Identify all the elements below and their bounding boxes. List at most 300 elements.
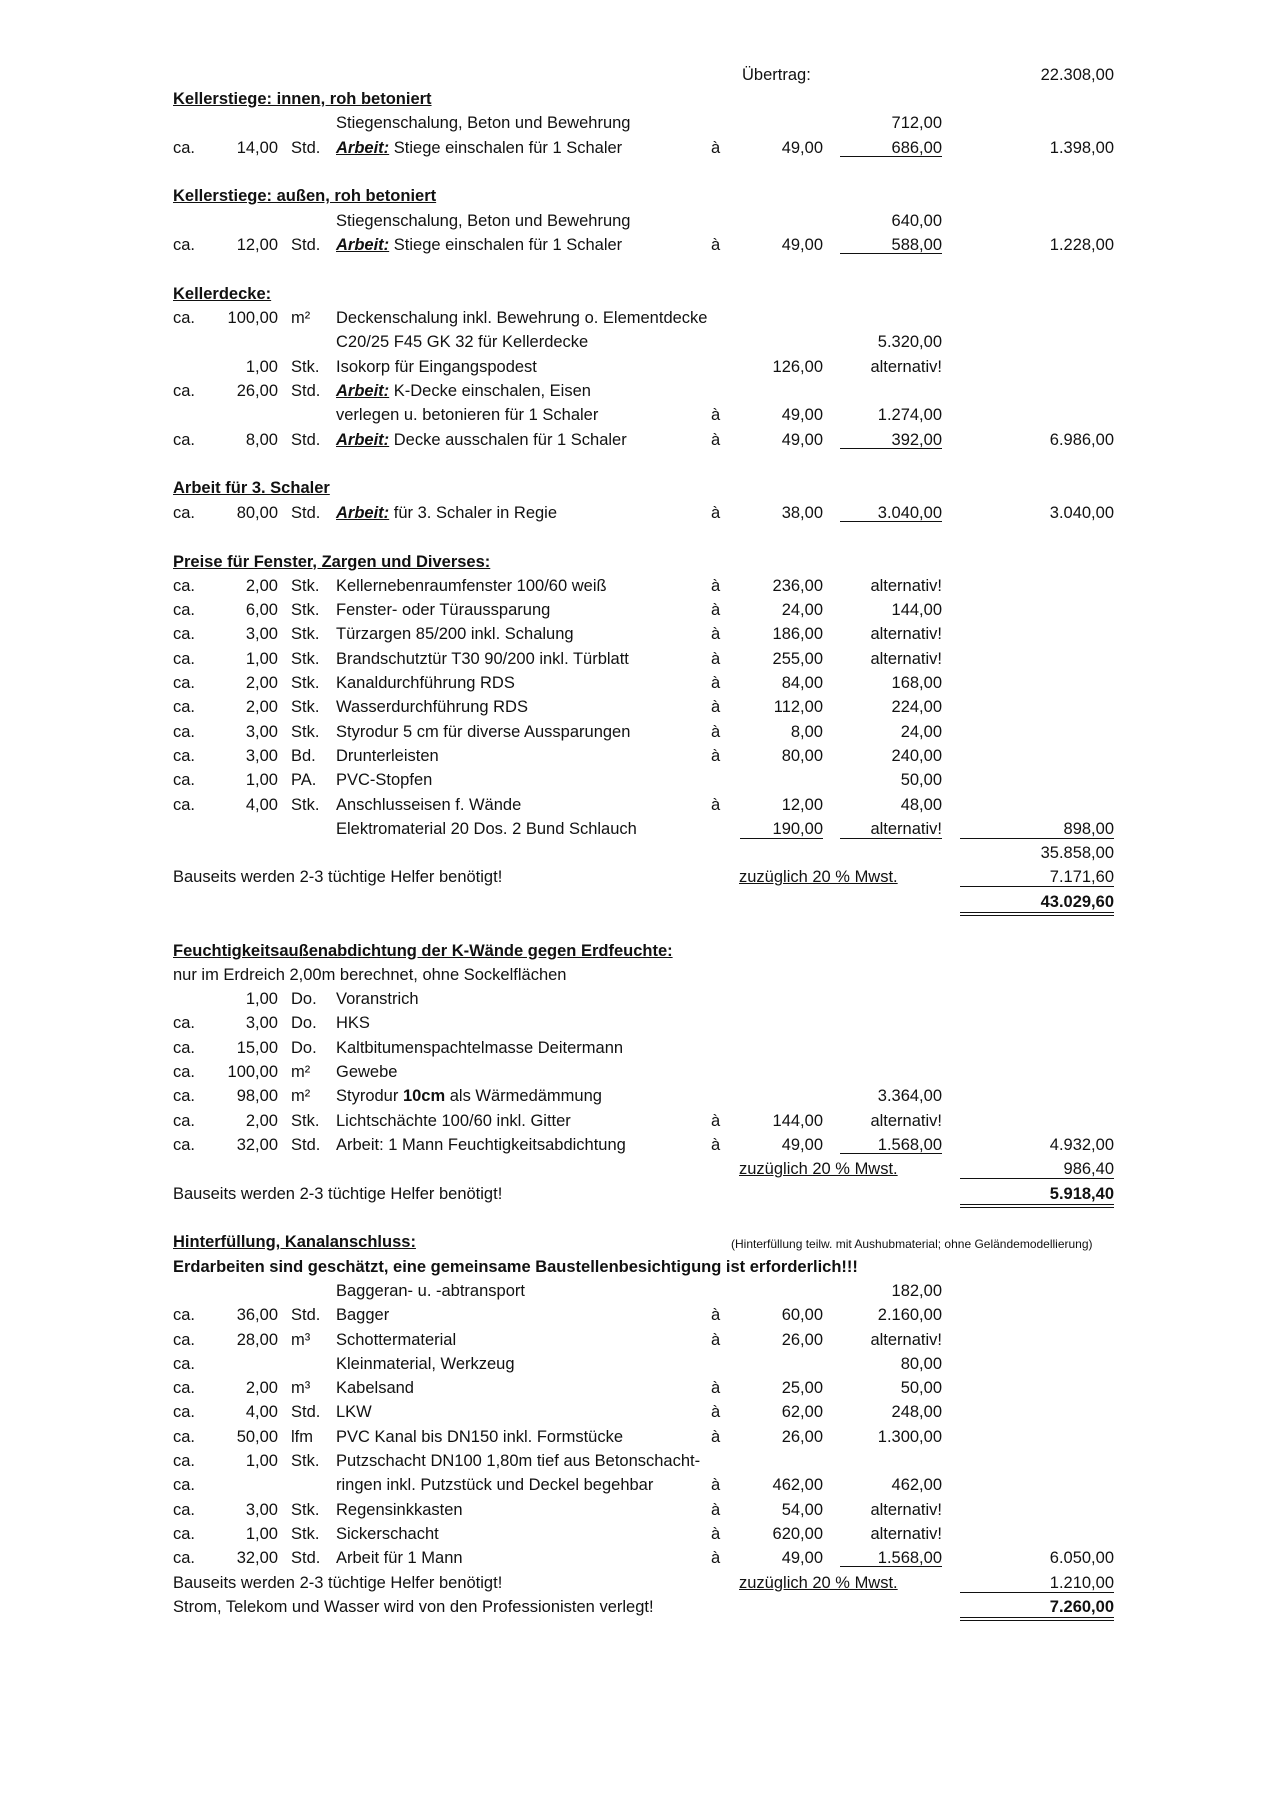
- unit: Std.: [291, 1403, 321, 1422]
- quantity: 3,00: [245, 1014, 278, 1033]
- unit-price: 54,00: [781, 1500, 823, 1519]
- quantity: 2,00: [245, 576, 278, 595]
- line-item-row: [0, 1281, 1280, 1305]
- double-underline-2: [960, 915, 1114, 916]
- description-text: Lichtschächte 100/60 inkl. Gitter: [336, 1111, 571, 1130]
- unit-price: 49,00: [781, 430, 823, 449]
- approx-label: ca.: [173, 649, 196, 668]
- line-item-row: [0, 332, 1280, 356]
- approx-label: ca.: [173, 698, 196, 717]
- section-heading: [0, 552, 1280, 576]
- line-item-row: [0, 1354, 1280, 1378]
- line-amount: alternativ!: [870, 649, 942, 668]
- line-item-row: [0, 381, 1280, 405]
- line-item-row: [0, 1062, 1280, 1086]
- description-text: Schottermaterial: [336, 1330, 457, 1349]
- description-label: Arbeit:: [336, 138, 390, 157]
- quantity: 3,00: [245, 722, 278, 741]
- per-unit-sign: à: [711, 576, 721, 595]
- line-item-row: [0, 770, 1280, 794]
- vat-label: zuzüglich 20 % Mwst.: [739, 1160, 898, 1179]
- description-text: Drunterleisten: [336, 746, 439, 765]
- line-item-row: [0, 1111, 1280, 1135]
- unit: Stk.: [291, 1524, 320, 1543]
- quantity: 1,00: [245, 357, 278, 376]
- description-text: Bagger: [336, 1306, 390, 1325]
- quantity: 2,00: [245, 698, 278, 717]
- per-unit-sign: à: [711, 698, 721, 717]
- description: [336, 113, 630, 133]
- description: [336, 503, 557, 523]
- line-amount: 224,00: [891, 698, 942, 717]
- per-unit-sign: à: [711, 625, 721, 644]
- approx-label: ca.: [173, 1403, 196, 1422]
- line-amount: 48,00: [900, 795, 942, 814]
- line-item-row: [0, 795, 1280, 819]
- line-item-row: [0, 1038, 1280, 1062]
- description-text: PVC-Stopfen: [336, 771, 433, 790]
- vat-row: [0, 1573, 1280, 1597]
- approx-label: ca.: [173, 795, 196, 814]
- per-unit-sign: à: [711, 1306, 721, 1325]
- line-item-row: [0, 357, 1280, 381]
- line-item-row: [0, 1548, 1280, 1572]
- description: [336, 746, 439, 766]
- description-text: Voranstrich: [336, 990, 419, 1009]
- grand-total: 5.918,40: [1049, 1184, 1114, 1203]
- double-underline-1: [960, 1204, 1114, 1205]
- unit-price: 25,00: [781, 1379, 823, 1398]
- grand-total-row: [0, 1597, 1280, 1621]
- approx-label: ca.: [173, 430, 196, 449]
- sum-underline: [840, 521, 942, 522]
- section-note: [0, 965, 1280, 989]
- unit: Do.: [291, 1038, 317, 1057]
- quantity: 3,00: [245, 746, 278, 765]
- unit: m³: [291, 1330, 311, 1349]
- description-text: Sickerschacht: [336, 1524, 439, 1543]
- unit: m²: [291, 1087, 311, 1106]
- approx-label: ca.: [173, 1427, 196, 1446]
- description: [336, 795, 521, 815]
- per-unit-sign: à: [711, 795, 721, 814]
- unit-price: 255,00: [772, 649, 823, 668]
- quantity: 4,00: [245, 1403, 278, 1422]
- sum-underline: [840, 838, 942, 839]
- line-item-row: [0, 1475, 1280, 1499]
- quantity: 1,00: [245, 990, 278, 1009]
- approx-label: ca.: [173, 722, 196, 741]
- site-visit-note: Erdarbeiten sind geschätzt, eine gemeinsame Baustellenbesichtigung ist erforderlich!!!: [173, 1257, 858, 1276]
- per-unit-sign: à: [711, 1403, 721, 1422]
- vat-row: [0, 1159, 1280, 1183]
- line-item-row: [0, 819, 1280, 843]
- section-total: 1.398,00: [1049, 138, 1114, 157]
- description: [336, 697, 528, 717]
- unit: Std.: [291, 1549, 321, 1568]
- approx-label: ca.: [173, 674, 196, 692]
- per-unit-sign: à: [711, 1524, 721, 1543]
- approx-label: ca.: [173, 771, 196, 790]
- section-total: 1.228,00: [1049, 236, 1114, 254]
- unit: Std.: [291, 382, 321, 400]
- description-text: Arbeit für 1 Mann: [336, 1549, 463, 1568]
- vat-value: 1.210,00: [1049, 1573, 1114, 1592]
- unit: Do.: [291, 1014, 317, 1033]
- line-amount: 392,00: [891, 430, 942, 449]
- description: [336, 1524, 439, 1544]
- description-text: Kabelsand: [336, 1379, 414, 1398]
- approx-label: ca.: [173, 576, 196, 595]
- unit: Stk.: [291, 795, 320, 814]
- description-text: Elektromaterial 20 Dos. 2 Bund Schlauch: [336, 819, 637, 838]
- section-total: 6.986,00: [1049, 430, 1114, 449]
- line-item-row: [0, 697, 1280, 721]
- quantity: 50,00: [236, 1427, 278, 1446]
- unit: Stk.: [291, 601, 320, 620]
- section-heading: [0, 186, 1280, 210]
- description: [336, 673, 515, 693]
- description-text: Türzargen 85/200 inkl. Schalung: [336, 625, 574, 644]
- quantity: 2,00: [245, 1379, 278, 1398]
- description-text: Styrodur: [336, 1087, 399, 1106]
- description: [336, 770, 432, 790]
- quantity: 1,00: [245, 771, 278, 790]
- side-note: (Hinterfüllung teilw. mit Aushubmaterial; ohne Geländemodellierung): [731, 1237, 1093, 1252]
- section-total: 6.050,00: [1049, 1549, 1114, 1568]
- unit-price: 49,00: [781, 1135, 823, 1154]
- unit-price: 38,00: [781, 503, 823, 522]
- line-item-row: [0, 1524, 1280, 1548]
- carry-label: Übertrag:: [742, 66, 811, 84]
- price-underline: [740, 838, 823, 839]
- line-amount: 168,00: [891, 674, 942, 692]
- description: [336, 332, 588, 352]
- helper-note: Bauseits werden 2-3 tüchtige Helfer benötigt!: [173, 868, 503, 887]
- quantity: 14,00: [236, 138, 278, 157]
- unit-price: 126,00: [772, 357, 823, 376]
- line-item-row: [0, 1402, 1280, 1426]
- line-amount: 144,00: [891, 601, 942, 620]
- quantity: 2,00: [245, 1111, 278, 1130]
- quantity: 80,00: [236, 503, 278, 522]
- approx-label: ca.: [173, 309, 196, 328]
- line-item-row: [0, 1500, 1280, 1524]
- description: [336, 1281, 525, 1301]
- unit: Stk.: [291, 674, 320, 692]
- line-amount: alternativ!: [870, 819, 942, 838]
- vat-underline: [960, 1178, 1114, 1179]
- line-amount: alternativ!: [870, 357, 942, 376]
- description-text: Fenster- oder Türaussparung: [336, 601, 551, 620]
- unit-price: 24,00: [781, 601, 823, 620]
- approx-label: ca.: [173, 1014, 196, 1033]
- line-amount: alternativ!: [870, 576, 942, 595]
- unit-price: 49,00: [781, 406, 823, 425]
- unit: Stk.: [291, 1500, 320, 1519]
- unit-price: 462,00: [772, 1476, 823, 1495]
- vat-underline: [960, 1592, 1114, 1593]
- quantity: 1,00: [245, 1452, 278, 1470]
- unit: Stk.: [291, 1111, 320, 1130]
- section-heading: [0, 478, 1280, 502]
- approx-label: ca.: [173, 625, 196, 644]
- line-item-row: [0, 113, 1280, 137]
- description: [336, 1354, 515, 1374]
- description-text: für 3. Schaler in Regie: [393, 503, 558, 522]
- description: [336, 1475, 653, 1495]
- quantity: 98,00: [236, 1087, 278, 1106]
- description-tail: als Wärmedämmung: [445, 1087, 602, 1106]
- approx-label: ca.: [173, 1476, 196, 1495]
- unit-price: 84,00: [781, 674, 823, 692]
- subtotal-value: 35.858,00: [1040, 844, 1114, 863]
- unit-price: 49,00: [781, 1549, 823, 1568]
- quantity: 32,00: [236, 1135, 278, 1154]
- approx-label: ca.: [173, 1379, 196, 1398]
- quantity: 100,00: [227, 1063, 278, 1081]
- description: [336, 1500, 463, 1520]
- line-amount: 50,00: [900, 771, 942, 790]
- quantity: 15,00: [236, 1038, 278, 1057]
- line-item-row: [0, 989, 1280, 1013]
- description: [336, 1427, 623, 1447]
- line-item-row: [0, 673, 1280, 697]
- approx-label: ca.: [173, 236, 196, 254]
- vat-underline: [960, 886, 1114, 887]
- line-amount: 240,00: [891, 746, 942, 765]
- description-text: Stiegenschalung, Beton und Bewehrung: [336, 114, 631, 133]
- unit: Std.: [291, 503, 321, 522]
- approx-label: ca.: [173, 1306, 196, 1325]
- line-amount: alternativ!: [870, 1111, 942, 1130]
- approx-label: ca.: [173, 601, 196, 620]
- description-text: ringen inkl. Putzstück und Deckel begehbar: [336, 1476, 654, 1495]
- line-amount: 248,00: [891, 1403, 942, 1422]
- description-text: Putzschacht DN100 1,80m tief aus Betonschacht-: [336, 1452, 701, 1470]
- per-unit-sign: à: [711, 430, 721, 449]
- quantity: 1,00: [245, 1524, 278, 1543]
- quantity: 28,00: [236, 1330, 278, 1349]
- sum-underline: [840, 1566, 942, 1567]
- line-item-row: [0, 1086, 1280, 1110]
- per-unit-sign: à: [711, 1427, 721, 1446]
- section-total: 3.040,00: [1049, 503, 1114, 522]
- description: [336, 308, 707, 328]
- unit: Std.: [291, 138, 321, 157]
- section-note-text: nur im Erdreich 2,00m berechnet, ohne Sockelflächen: [173, 965, 567, 984]
- description: [336, 1086, 602, 1106]
- approx-label: ca.: [173, 1549, 196, 1568]
- approx-label: ca.: [173, 503, 196, 522]
- description: [336, 1451, 700, 1471]
- description: [336, 1548, 463, 1568]
- section-title: Kellerstiege: außen, roh betoniert: [173, 187, 437, 206]
- per-unit-sign: à: [711, 649, 721, 668]
- line-item-row: [0, 600, 1280, 624]
- quantity: 3,00: [245, 625, 278, 644]
- description-text: Styrodur 5 cm für diverse Aussparungen: [336, 722, 631, 741]
- per-unit-sign: à: [711, 674, 721, 692]
- line-item-row: [0, 1427, 1280, 1451]
- description: [336, 624, 574, 644]
- sum-underline: [840, 156, 942, 157]
- description: [336, 235, 622, 255]
- grand-total-row: [0, 1184, 1280, 1208]
- quantity: 2,00: [245, 674, 278, 692]
- per-unit-sign: à: [711, 601, 721, 620]
- description-text: Wasserdurchführung RDS: [336, 698, 528, 717]
- description-text: Anschlusseisen f. Wände: [336, 795, 522, 814]
- line-item-row: [0, 308, 1280, 332]
- quantity: 12,00: [236, 236, 278, 254]
- total-underline: [960, 838, 1114, 839]
- description-text: Baggeran- u. -abtransport: [336, 1281, 525, 1300]
- quantity: 36,00: [236, 1306, 278, 1325]
- description: [336, 989, 419, 1009]
- description: [336, 1378, 414, 1398]
- approx-label: ca.: [173, 1524, 196, 1543]
- description-text: Regensinkkasten: [336, 1500, 463, 1519]
- carry-row: [0, 65, 1280, 89]
- per-unit-sign: à: [711, 1379, 721, 1398]
- description: [336, 1402, 372, 1422]
- description-text: Kaltbitumenspachtelmasse Deitermann: [336, 1038, 624, 1057]
- description-text: Brandschutztür T30 90/200 inkl. Türblatt: [336, 649, 629, 668]
- line-amount: 50,00: [900, 1379, 942, 1398]
- unit-price: 80,00: [781, 746, 823, 765]
- per-unit-sign: à: [711, 503, 721, 522]
- description-label: Arbeit:: [336, 430, 390, 449]
- line-item-row: [0, 1305, 1280, 1329]
- description: [336, 722, 630, 742]
- section-total: 4.932,00: [1049, 1135, 1114, 1154]
- description-text: C20/25 F45 GK 32 für Kellerdecke: [336, 333, 589, 352]
- per-unit-sign: à: [711, 1135, 721, 1154]
- approx-label: ca.: [173, 1111, 196, 1130]
- unit: Std.: [291, 1306, 321, 1325]
- line-item-row: [0, 624, 1280, 648]
- per-unit-sign: à: [711, 746, 721, 765]
- unit: Std.: [291, 236, 321, 254]
- double-underline-2: [960, 1207, 1114, 1208]
- line-amount: 712,00: [891, 114, 942, 133]
- sum-underline: [840, 1153, 942, 1154]
- description: [336, 1013, 370, 1033]
- unit: Std.: [291, 430, 321, 449]
- quantity: 26,00: [236, 382, 278, 400]
- description: [336, 1038, 623, 1058]
- per-unit-sign: à: [711, 1476, 721, 1495]
- section-heading: [0, 941, 1280, 965]
- line-item-row: [0, 1378, 1280, 1402]
- approx-label: ca.: [173, 382, 196, 400]
- description: [336, 576, 607, 596]
- line-item-row: [0, 576, 1280, 600]
- description: [336, 1062, 397, 1082]
- description-text: LKW: [336, 1403, 372, 1422]
- description-emphasis: 10cm: [402, 1087, 446, 1106]
- line-amount: alternativ!: [870, 1330, 942, 1349]
- line-amount: 1.568,00: [877, 1135, 942, 1154]
- section-title: Arbeit für 3. Schaler: [173, 479, 330, 498]
- description-text: Gewebe: [336, 1063, 398, 1081]
- line-item-row: [0, 1330, 1280, 1354]
- description-label: Arbeit:: [336, 382, 390, 400]
- line-amount: 80,00: [900, 1354, 942, 1373]
- unit: Stk.: [291, 357, 320, 376]
- description-label: Arbeit:: [336, 236, 390, 254]
- unit-price: 49,00: [781, 236, 823, 254]
- description: [336, 819, 637, 839]
- description-text: Kleinmaterial, Werkzeug: [336, 1354, 515, 1373]
- line-amount: 2.160,00: [877, 1306, 942, 1325]
- line-item-row: [0, 430, 1280, 454]
- unit: Bd.: [291, 746, 316, 765]
- description: [336, 1305, 389, 1325]
- description: [336, 405, 598, 425]
- vat-label: zuzüglich 20 % Mwst.: [739, 868, 898, 887]
- per-unit-sign: à: [711, 1500, 721, 1519]
- approx-label: ca.: [173, 138, 196, 157]
- approx-label: ca.: [173, 1354, 196, 1373]
- utility-note: Strom, Telekom und Wasser wird von den Professionisten verlegt!: [173, 1597, 654, 1616]
- line-item-row: [0, 1135, 1280, 1159]
- approx-label: ca.: [173, 1452, 196, 1470]
- quantity: 6,00: [245, 601, 278, 620]
- unit-price: 190,00: [772, 819, 823, 838]
- description-label: Arbeit:: [336, 503, 390, 522]
- line-amount: 3.364,00: [877, 1087, 942, 1106]
- unit: Stk.: [291, 576, 320, 595]
- double-underline-1: [960, 1617, 1114, 1618]
- approx-label: ca.: [173, 1135, 196, 1154]
- description-text: Stiege einschalen für 1 Schaler: [393, 236, 623, 254]
- unit-price: 26,00: [781, 1330, 823, 1349]
- unit: Do.: [291, 990, 317, 1009]
- description-text: Arbeit: 1 Mann Feuchtigkeitsabdichtung: [336, 1135, 626, 1154]
- line-amount: alternativ!: [870, 1524, 942, 1543]
- line-amount: 588,00: [891, 236, 942, 254]
- per-unit-sign: à: [711, 722, 721, 741]
- line-item-row: [0, 211, 1280, 235]
- helper-note: Bauseits werden 2-3 tüchtige Helfer benötigt!: [173, 1573, 503, 1592]
- unit-price: 49,00: [781, 138, 823, 157]
- quantity: 4,00: [245, 795, 278, 814]
- line-item-row: [0, 1013, 1280, 1037]
- line-amount: 640,00: [891, 211, 942, 230]
- description-text: Isokorp für Eingangspodest: [336, 357, 537, 376]
- quantity: 32,00: [236, 1549, 278, 1568]
- grand-total: 43.029,60: [1040, 892, 1114, 911]
- quantity: 3,00: [245, 1500, 278, 1519]
- line-amount: alternativ!: [870, 1500, 942, 1519]
- section-title: Kellerdecke:: [173, 284, 272, 303]
- per-unit-sign: à: [711, 138, 721, 157]
- carry-value: 22.308,00: [1040, 66, 1114, 84]
- unit: m²: [291, 309, 311, 328]
- section-title: Hinterfüllung, Kanalanschluss:: [173, 1233, 416, 1252]
- description-text: Stiegenschalung, Beton und Bewehrung: [336, 211, 631, 230]
- unit: Stk.: [291, 722, 320, 741]
- unit: m²: [291, 1063, 311, 1081]
- unit: Stk.: [291, 698, 320, 717]
- approx-label: ca.: [173, 1330, 196, 1349]
- description: [336, 430, 627, 450]
- grand-total-row: [0, 892, 1280, 916]
- line-item-row: [0, 138, 1280, 162]
- approx-label: ca.: [173, 1500, 196, 1519]
